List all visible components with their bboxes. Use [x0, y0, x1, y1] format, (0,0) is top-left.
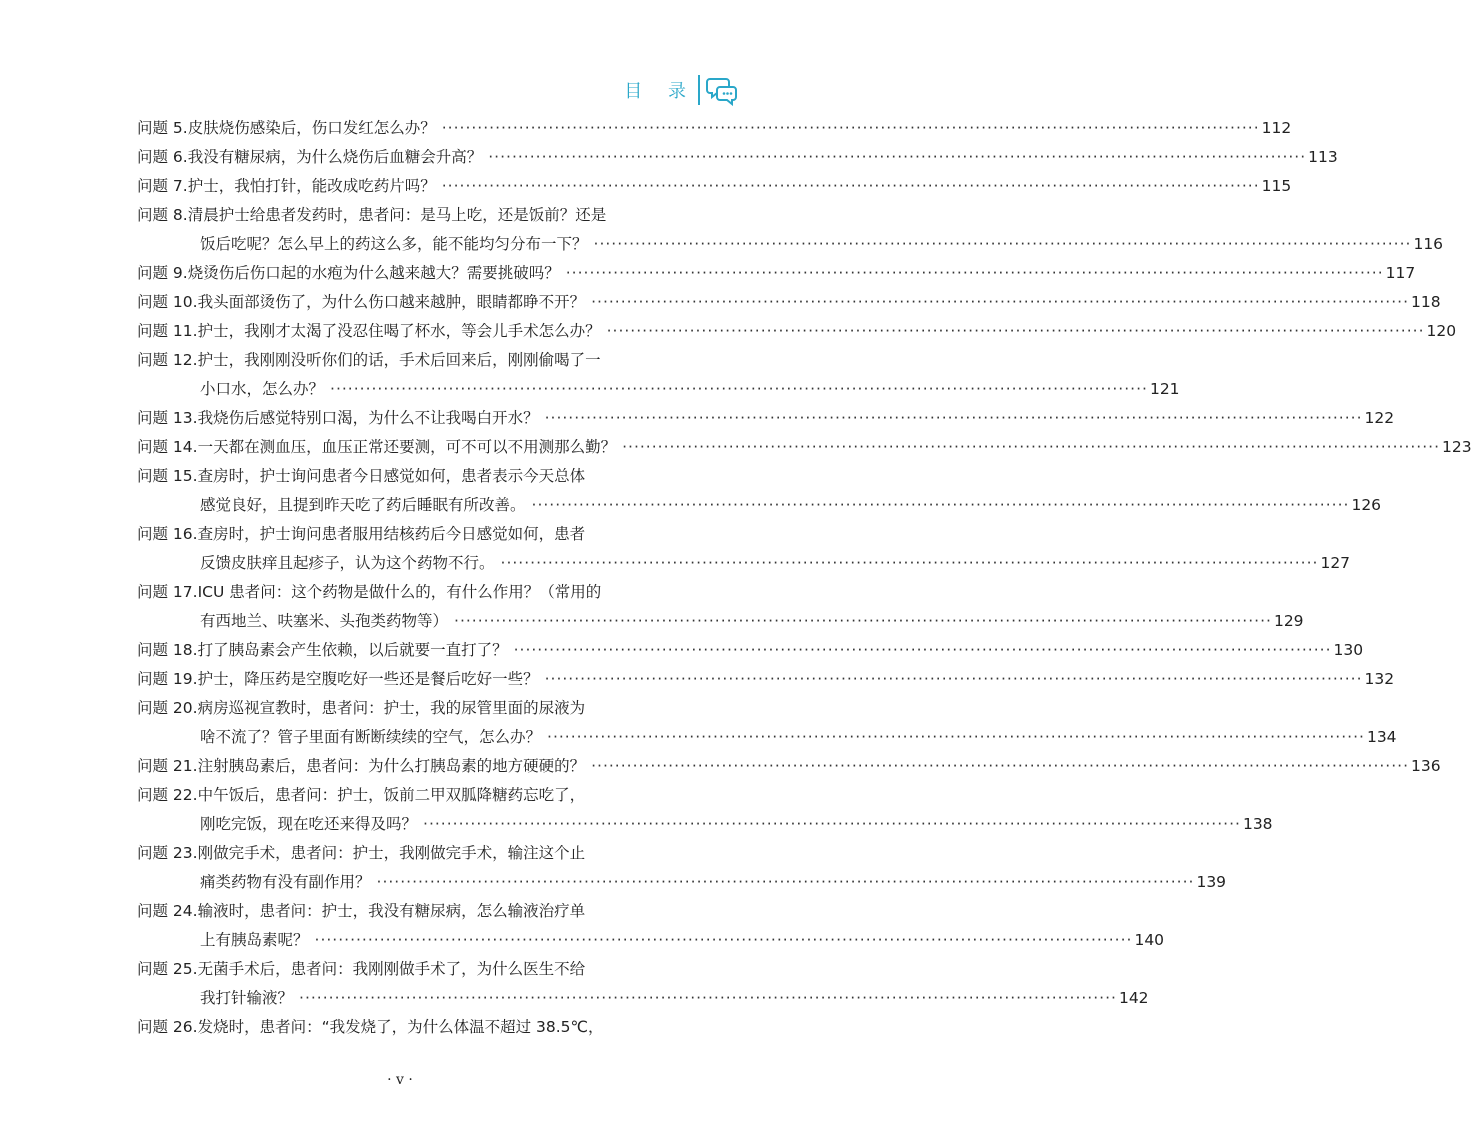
question-text: 注射胰岛素后，患者问：为什么打胰岛素的地方硬硬的？: [197, 757, 586, 775]
question-number: 问题 6.: [137, 148, 188, 166]
page-reference: 120: [1426, 322, 1457, 340]
question-text: 护士，我怕打针，能改成吃药片吗？: [187, 177, 436, 195]
question-number: 问题 16.: [137, 525, 198, 543]
question-text: ICU 患者问：这个药物是做什么的，有什么作用？（常用的: [197, 583, 602, 601]
question-number: 问题 14.: [137, 438, 198, 456]
page-reference: 140: [1134, 931, 1165, 949]
toc-entry-line: [137, 984, 1149, 1013]
toc-entry-line: [137, 955, 703, 984]
page-reference: 115: [1261, 177, 1292, 195]
page-reference: 142: [1118, 989, 1149, 1007]
page-reference: 139: [1196, 873, 1227, 891]
leader-dots: [532, 491, 1350, 520]
toc-entry-line: [137, 578, 703, 607]
toc-entry-line: [137, 433, 1472, 462]
leader-dots: [442, 114, 1260, 143]
question-text: 我打针输液？: [200, 989, 294, 1007]
page-reference: 127: [1320, 554, 1351, 572]
leader-dots: [299, 984, 1117, 1013]
toc-entry-line: [137, 636, 1364, 665]
header-divider: [698, 75, 700, 105]
page-reference: 126: [1351, 496, 1382, 514]
question-number: 问题 5.: [137, 119, 188, 137]
question-number: 问题 17.: [137, 583, 198, 601]
question-text: 啥不流了？管子里面有断断续续的空气，怎么办？: [200, 728, 542, 746]
page-reference: 123: [1442, 438, 1472, 456]
leader-dots: [501, 549, 1319, 578]
toc-entry-line: [137, 549, 1351, 578]
question-number: 问题 23.: [137, 844, 198, 862]
question-number: 问题 13.: [137, 409, 198, 427]
toc-entry-line: [137, 926, 1165, 955]
toc-entry-line: [137, 839, 703, 868]
question-text: 我烧伤后感觉特别口渴，为什么不让我喝白开水？: [197, 409, 539, 427]
question-text: 感觉良好，且提到昨天吃了药后睡眠有所改善。: [200, 496, 526, 514]
toc-entry-line: [137, 375, 1180, 404]
toc-entry-line: [137, 462, 703, 491]
leader-dots: [488, 143, 1306, 172]
question-number: 问题 9.: [137, 264, 188, 282]
question-text: 打了胰岛素会产生依赖，以后就要一直打了？: [197, 641, 508, 659]
leader-dots: [566, 259, 1384, 288]
page-reference: 112: [1261, 119, 1292, 137]
question-text: 清晨护士给患者发药时，患者问：是马上吃，还是饭前？还是: [187, 206, 607, 224]
question-number: 问题 24.: [137, 902, 198, 920]
question-text: 护士，降压药是空腹吃好一些还是餐后吃好一些？: [197, 670, 539, 688]
leader-dots: [442, 172, 1260, 201]
question-number: 问题 7.: [137, 177, 188, 195]
page-reference: 116: [1413, 235, 1444, 253]
toc-entry-line: [137, 607, 1304, 636]
page-number: · v ·: [387, 1072, 413, 1088]
leader-dots: [622, 433, 1440, 462]
question-text: 查房时，护士询问患者今日感觉如何，患者表示今天总体: [197, 467, 586, 485]
toc-entry-line: [137, 694, 703, 723]
toc-entry-line: [137, 230, 1444, 259]
page-reference: 117: [1385, 264, 1416, 282]
page-reference: 121: [1149, 380, 1180, 398]
toc-entry-line: [137, 752, 1441, 781]
question-text: 烧烫伤后伤口起的水疱为什么越来越大？需要挑破吗？: [187, 264, 560, 282]
question-number: 问题 20.: [137, 699, 198, 717]
chat-bubbles-icon: [706, 75, 738, 105]
table-of-contents: [137, 114, 1472, 1042]
leader-dots: [315, 926, 1133, 955]
question-number: 问题 11.: [137, 322, 198, 340]
question-text: 刚做完手术，患者问：护士，我刚做完手术，输注这个止: [197, 844, 586, 862]
question-number: 问题 12.: [137, 351, 198, 369]
question-text: 皮肤烧伤感染后，伤口发红怎么办？: [187, 119, 436, 137]
leader-dots: [423, 810, 1241, 839]
toc-entry-line: [137, 781, 703, 810]
toc-entry-line: [137, 404, 1395, 433]
leader-dots: [330, 375, 1148, 404]
question-text: 痛类药物有没有副作用？: [200, 873, 371, 891]
question-text: 中午饭后，患者问：护士，饭前二甲双胍降糖药忘吃了，: [197, 786, 586, 804]
leader-dots: [514, 636, 1332, 665]
toc-entry-line: [137, 897, 703, 926]
leader-dots: [377, 868, 1195, 897]
question-number: 问题 25.: [137, 960, 198, 978]
toc-entry-line: [137, 1013, 703, 1042]
page-reference: 138: [1242, 815, 1273, 833]
toc-entry-line: [137, 259, 1416, 288]
toc-entry-line: [137, 317, 1457, 346]
page-reference: 122: [1364, 409, 1395, 427]
leader-dots: [591, 288, 1409, 317]
question-number: 问题 21.: [137, 757, 198, 775]
toc-entry-line: [137, 491, 1382, 520]
toc-entry-line: [137, 346, 703, 375]
question-text: 护士，我刚刚没听你们的话，手术后回来后，刚刚偷喝了一: [197, 351, 601, 369]
leader-dots: [594, 230, 1412, 259]
toc-entry-line: [137, 143, 1338, 172]
leader-dots: [607, 317, 1425, 346]
toc-entry-line: [137, 201, 703, 230]
toc-entry-line: [137, 288, 1441, 317]
question-text: 查房时，护士询问患者服用结核药后今日感觉如何，患者: [197, 525, 586, 543]
page-reference: 136: [1411, 757, 1441, 775]
toc-entry-line: [137, 172, 1292, 201]
question-text: 小口水，怎么办？: [200, 380, 325, 398]
question-text: 有西地兰、呋塞米、头孢类药物等）: [200, 612, 449, 630]
question-number: 问题 26.: [137, 1018, 198, 1036]
toc-entry-line: [137, 868, 1227, 897]
toc-entry-line: [137, 810, 1273, 839]
page-reference: 118: [1411, 293, 1441, 311]
toc-entry-line: [137, 665, 1395, 694]
leader-dots: [591, 752, 1409, 781]
leader-dots: [545, 404, 1363, 433]
page-reference: 132: [1364, 670, 1395, 688]
leader-dots: [547, 723, 1365, 752]
question-number: 问题 22.: [137, 786, 198, 804]
question-text: 一天都在测血压，血压正常还要测，可不可以不用测那么勤？: [197, 438, 617, 456]
question-text: 发烧时，患者问：“我发烧了，为什么体温不超过 38.5℃，: [197, 1018, 604, 1036]
page-reference: 113: [1308, 148, 1338, 166]
question-text: 我头面部烫伤了，为什么伤口越来越肿，眼睛都睁不开？: [197, 293, 586, 311]
question-number: 问题 15.: [137, 467, 198, 485]
question-number: 问题 19.: [137, 670, 198, 688]
question-text: 反馈皮肤痒且起疹子，认为这个药物不行。: [200, 554, 495, 572]
question-text: 我没有糖尿病，为什么烧伤后血糖会升高？: [187, 148, 483, 166]
question-text: 饭后吃呢？怎么早上的药这么多，能不能均匀分布一下？: [200, 235, 588, 253]
leader-dots: [454, 607, 1272, 636]
question-number: 问题 10.: [137, 293, 198, 311]
question-number: 问题 8.: [137, 206, 188, 224]
page-reference: 129: [1273, 612, 1304, 630]
toc-header: [624, 70, 738, 110]
toc-title: 目 录: [624, 81, 696, 102]
question-text: 无菌手术后，患者问：我刚刚做手术了，为什么医生不给: [197, 960, 586, 978]
question-text: 刚吃完饭，现在吃还来得及吗？: [200, 815, 418, 833]
question-text: 病房巡视宣教时，患者问：护士，我的尿管里面的尿液为: [197, 699, 586, 717]
toc-entry-line: [137, 520, 703, 549]
question-text: 输液时，患者问：护士，我没有糖尿病，怎么输液治疗单: [197, 902, 586, 920]
question-number: 问题 18.: [137, 641, 198, 659]
toc-entry-line: [137, 114, 1292, 143]
leader-dots: [545, 665, 1363, 694]
question-text: 护士，我刚才太渴了没忍住喝了杯水，等会儿手术怎么办？: [197, 322, 601, 340]
question-text: 上有胰岛素呢？: [200, 931, 309, 949]
toc-entry-line: [137, 723, 1397, 752]
page-reference: 130: [1333, 641, 1364, 659]
page-reference: 134: [1366, 728, 1397, 746]
